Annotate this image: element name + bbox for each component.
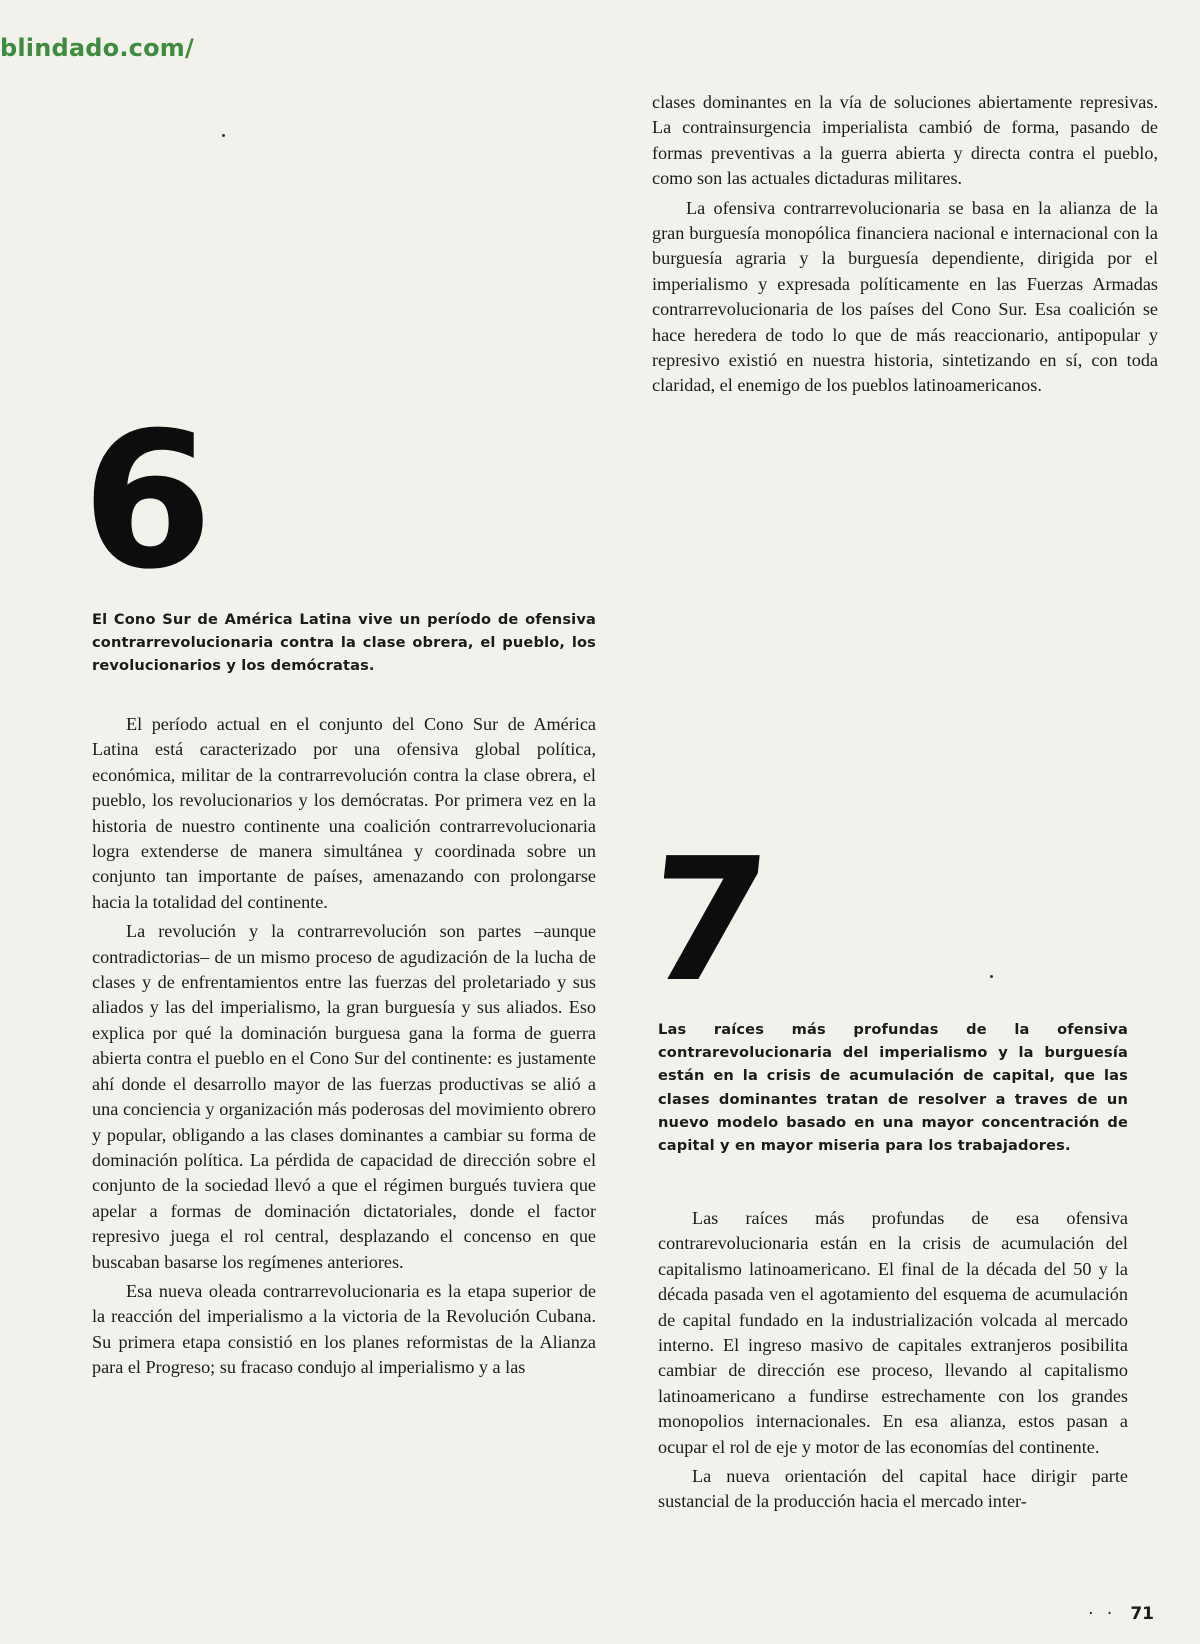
paragraph: La revolución y la contrarrevolución son partes –aunque contradictorias– de un mismo proceso de agudización de la lucha de clases y de enfrentamientos entre las fuerzas del proletariado y sus aliados y las del imperialismo, la gran burguesía y sus aliados. Eso explica por qué la dominación burguesa gana la forma de guerra abierta contra el pueblo en el Cono Sur del continente: es justamente ahí donde el desarrollo mayor de las fuerzas productivas se alió a una conciencia y organización más poderosas del movimiento obrero y popular, obligando a las clases dominantes a cambiar su forma de dominación política. La pérdida de capacidad de dirección sobre el conjunto de la sociedad llevó a que el régimen burgués tuviera que apelar a formas de dominación dictatoriales, donde el factor represivo juega el rol central, desplazando el concenso en que buscaban basarse los regímenes anteriores. [92,921,596,1272]
section-number-7: 7 [637,822,777,1020]
paragraph: clases dominantes en la vía de soluciones abiertamente represivas. La contrainsurgencia imperialista cambió de forma, pasando de formas preventivas a la guerra abierta y directa contra el pueblo, como son las actuales dictaduras militares. [652,92,1158,189]
paragraph: Las raíces más profundas de esa ofensiva contrarevolucionaria están en la crisis de acumulación del capitalismo latinoamericano. El final de la década del 50 y la década pasada ven el agotamiento del esquema de acumulación de capital fundado en la industrialización volcada al mercado interno. El ingreso masivo de capitales extranjeros posibilita cambiar de dirección ese proceso, llevando al capitalismo latinoamericano a fundirse estrechamente con los grandes monopolios internacionales. En esa alianza, estos pasan a ocupar el rol de eje y motor de las economías del continente. [658,1208,1128,1457]
top-right-column [652,90,1158,399]
paragraph: Esa nueva oleada contrarrevolucionaria es la etapa superior de la reacción del imperialismo a la victoria de la Revolución Cubana. Su primera etapa consistió en los planes reformistas de la Alianza para el Progreso; su fracaso condujo al imperialismo y a las [92,1280,596,1378]
print-speck [990,975,993,978]
paragraph: El período actual en el conjunto del Cono Sur de América Latina está caracterizado por una ofensiva global política, económica, militar de la contrarrevolución contra la clase obrera, el pueblo, los revolucionarios y los demócratas. Por primera vez en la historia de nuestro continente una coalición contrarrevolucionaria logra extenderse de manera simultánea y coordinada sobre un conjunto tan importante de países, amenazando con prolongarse hacia la totalidad del continente. [92,714,596,912]
left-column [92,712,596,1381]
paragraph: La ofensiva contrarrevolucionaria se basa en la alianza de la gran burguesía monopólica financiera nacional e internacional con la burguesía agraria y la burguesía dependiente, dirigida por el imperialismo y expresada políticamente en las Fuerzas Armadas contrarrevolucionaria de los países del Cono Sur. Esa coalición se hace heredera de todo lo que de más reaccionario, antipopular y represivo existió en nuestra historia, sintetizando en sí, con toda claridad, el enemigo de los pueblos latinoamericanos. [652,197,1158,396]
page-number: 71 [1130,1604,1154,1624]
page-footer [1088,1604,1154,1624]
folio-dots: · · [1088,1604,1117,1624]
section-6-lead: El Cono Sur de América Latina vive un período de ofensiva contrarrevolucionaria contra la clase obrera, el pueblo, los revolucionarios y los demócratas. [92,611,596,675]
right-column [658,1206,1128,1515]
paragraph: La nueva orientación del capital hace dirigir parte sustancial de la producción hacia el mercado inter- [658,1466,1128,1512]
section-number-6: 6 [82,392,209,611]
print-speck [222,134,225,137]
section-7-lead: Las raíces más profundas de la ofensiva contrarevolucionaria del imperialismo y la burguesía están en la crisis de acumulación de capital, que las clases dominantes tratan de resolver a traves de un nuevo modelo basado en una mayor concentración de capital y en mayor miseria para los trabajadores. [658,1021,1128,1155]
watermark-text: blindado.com/ [0,34,194,62]
